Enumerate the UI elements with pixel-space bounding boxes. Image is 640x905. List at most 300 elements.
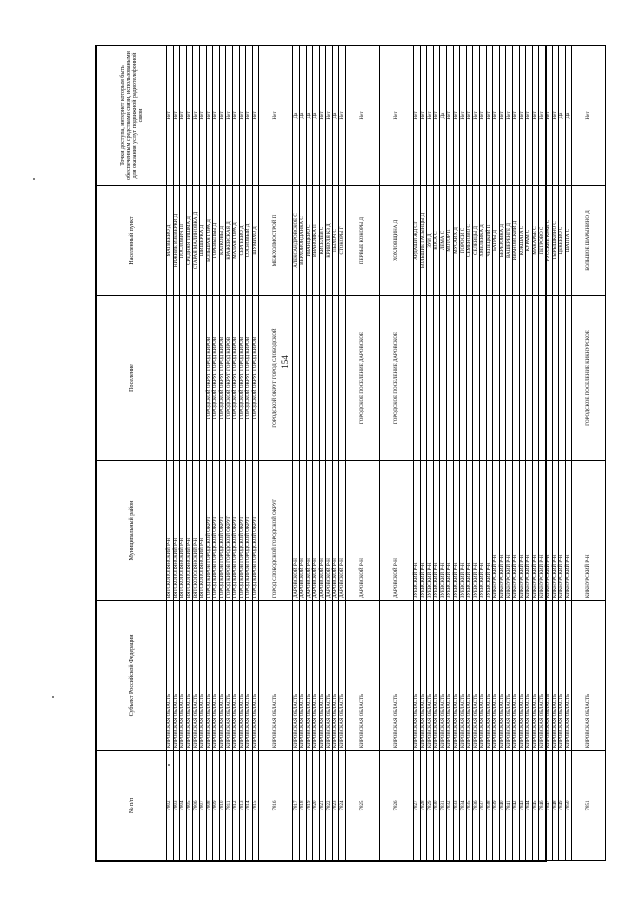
cell-subject: КИРОВСКАЯ ОБЛАСТЬ — [493, 601, 500, 751]
cell-settlement: ГОРОДСКОЕ ПОСЕЛЕНИЕ КИКНУРСКОЕ — [572, 296, 606, 461]
cell-settlement — [499, 296, 506, 461]
cell-settlement — [512, 296, 519, 461]
cell-availability: Нет — [199, 46, 206, 186]
table-row — [539, 46, 546, 861]
cell-num: 7811 — [226, 751, 233, 861]
cell-availability: Нет — [167, 46, 174, 186]
cell-num: 7805 — [186, 751, 193, 861]
cell-district: ГОРОД КИРОВ ГОРОДСКОЙ ОКРУГ — [252, 461, 259, 601]
cell-district: ДАРОВСКОЙ Р-Н — [339, 461, 346, 601]
cell-locality: ПЫХОЧ С — [332, 186, 339, 296]
table-row — [453, 46, 460, 861]
cell-availability: Нет — [173, 46, 180, 186]
cell-locality: МОТОР П — [447, 186, 454, 296]
cell-district: ДАРОВСКОЙ Р-Н — [346, 461, 380, 601]
cell-district: КИКНУРСКИЙ Р-Н — [499, 461, 506, 601]
cell-availability: Нет — [466, 46, 473, 186]
table-row — [512, 46, 519, 861]
cell-settlement — [186, 296, 193, 461]
cell-district: ЗУЕВСКИЙ Р-Н — [453, 461, 460, 601]
table-row — [206, 46, 213, 861]
table-row — [259, 46, 293, 861]
cell-district: ГОРОД СЛОБОДСКОЙ ГОРОДСКОЙ ОКРУГ — [259, 461, 293, 601]
cell-subject: КИРОВСКАЯ ОБЛАСТЬ — [213, 601, 220, 751]
cell-availability: Нет — [427, 46, 434, 186]
cell-num: 7842 — [512, 751, 519, 861]
cell-num: 7827 — [414, 751, 421, 861]
cell-num: 7832 — [447, 751, 454, 861]
cell-district: КИКНУРСКИЙ Р-Н — [539, 461, 546, 601]
cell-locality: ЧЕПЕЦКИЙ П — [486, 186, 493, 296]
cell-num: 7835 — [466, 751, 473, 861]
cell-num: 7846 — [539, 751, 546, 861]
cell-num: 7836 — [473, 751, 480, 861]
table-row — [480, 46, 487, 861]
table-row — [532, 46, 539, 861]
cell-subject: КИРОВСКАЯ ОБЛАСТЬ — [313, 601, 320, 751]
cell-district: ВЯТСКОПОЛЯНСКИЙ Р-Н — [186, 461, 193, 601]
cell-num: 7839 — [493, 751, 500, 861]
cell-locality: ЦЕКЕЕВО С — [559, 186, 566, 296]
cell-num: 7818 — [299, 751, 306, 861]
table-row — [299, 46, 306, 861]
cell-settlement — [519, 296, 526, 461]
cell-availability: Нет — [447, 46, 454, 186]
table-row — [440, 46, 447, 861]
cell-settlement — [180, 296, 187, 461]
cell-subject: КИРОВСКАЯ ОБЛАСТЬ — [193, 601, 200, 751]
table-row — [332, 46, 339, 861]
cell-availability: Нет — [453, 46, 460, 186]
cell-subject: КИРОВСКАЯ ОБЛАСТЬ — [552, 601, 559, 751]
cell-locality: ЗУИ Д — [427, 186, 434, 296]
cell-locality: ПЕРВЫЕ КОКОРЫ Д — [346, 186, 380, 296]
cell-locality: СЕМЕНОВО С — [466, 186, 473, 296]
cell-settlement — [539, 296, 546, 461]
cell-num: 7849 — [559, 751, 566, 861]
cell-settlement — [332, 296, 339, 461]
cell-settlement — [440, 296, 447, 461]
table-row — [559, 46, 566, 861]
cell-settlement — [313, 296, 320, 461]
table-row — [193, 46, 200, 861]
cell-locality: КУРАМ С — [526, 186, 533, 296]
cell-district: КИКНУРСКИЙ Р-Н — [493, 461, 500, 601]
cell-locality: ШУМИХО Д — [252, 186, 259, 296]
cell-num: 7808 — [206, 751, 213, 861]
cell-num: 7834 — [460, 751, 467, 861]
cell-availability: Нет — [219, 46, 226, 186]
cell-settlement — [326, 296, 333, 461]
cell-availability: Нет — [460, 46, 467, 186]
cell-settlement — [559, 296, 566, 461]
cell-availability: Нет — [206, 46, 213, 186]
cell-district: КИКНУРСКИЙ Р-Н — [512, 461, 519, 601]
cell-locality: РУССКИЕ КРАИ С — [545, 186, 552, 296]
table-row — [213, 46, 220, 861]
cell-availability: Нет — [480, 46, 487, 186]
cell-subject: КИРОВСКАЯ ОБЛАСТЬ — [186, 601, 193, 751]
cell-subject: КИРОВСКАЯ ОБЛАСТЬ — [246, 601, 253, 751]
cell-subject: КИРОВСКАЯ ОБЛАСТЬ — [293, 601, 300, 751]
cell-availability: Нет — [193, 46, 200, 186]
cell-locality: ИВАНОВКА П — [313, 186, 320, 296]
cell-subject: КИРОВСКАЯ ОБЛАСТЬ — [306, 601, 313, 751]
scan-speck — [52, 696, 54, 698]
cell-locality: СТОКОРЫ Г — [339, 186, 346, 296]
header-settlement: Поселение — [97, 296, 167, 461]
cell-settlement: ГОРОДСКОЙ ОКРУГ ГОРОД КИРОВ — [206, 296, 213, 461]
cell-settlement — [545, 296, 552, 461]
cell-subject: КИРОВСКАЯ ОБЛАСТЬ — [167, 601, 174, 751]
header-num: № п/п — [97, 751, 167, 861]
cell-locality: ВЕРХОВОНДАНКА С — [299, 186, 306, 296]
cell-num: 7822 — [326, 751, 333, 861]
table-row — [526, 46, 533, 861]
cell-locality: АЛЕКСАНДРОВСКОЕ С — [293, 186, 300, 296]
cell-district: ДАРОВСКОЙ Р-Н — [306, 461, 313, 601]
cell-subject: КИРОВСКАЯ ОБЛАСТЬ — [466, 601, 473, 751]
cell-num: 7850 — [565, 751, 572, 861]
cell-num: 7841 — [506, 751, 513, 861]
table-body — [167, 46, 606, 861]
cell-district: ЗУЕВСКИЙ Р-Н — [486, 461, 493, 601]
cell-availability: Да — [332, 46, 339, 186]
cell-settlement — [427, 296, 434, 461]
cell-district: ВЯТСКОПОЛЯНСКИЙ Р-Н — [167, 461, 174, 601]
cell-num: 7847 — [545, 751, 552, 861]
cell-num: 7830 — [433, 751, 440, 861]
table-row — [186, 46, 193, 861]
cell-district: КИКНУРСКИЙ Р-Н — [526, 461, 533, 601]
table-row — [433, 46, 440, 861]
cell-subject: КИРОВСКАЯ ОБЛАСТЬ — [460, 601, 467, 751]
cell-availability: Нет — [552, 46, 559, 186]
cell-subject: КИРОВСКАЯ ОБЛАСТЬ — [414, 601, 421, 751]
cell-subject: КИРОВСКАЯ ОБЛАСТЬ — [206, 601, 213, 751]
cell-subject: КИРОВСКАЯ ОБЛАСТЬ — [526, 601, 533, 751]
cell-settlement — [532, 296, 539, 461]
cell-availability: Нет — [506, 46, 513, 186]
cell-subject: КИРОВСКАЯ ОБЛАСТЬ — [440, 601, 447, 751]
cell-district: КИКНУРСКИЙ Р-Н — [552, 461, 559, 601]
cell-availability: Нет — [180, 46, 187, 186]
cell-locality: БАТРЫ Д — [493, 186, 500, 296]
cell-num: 7831 — [440, 751, 447, 861]
cell-settlement — [447, 296, 454, 461]
cell-settlement — [319, 296, 326, 461]
cell-settlement — [339, 296, 346, 461]
cell-district: ДАРОВСКОЙ Р-Н — [313, 461, 320, 601]
cell-availability: Нет — [473, 46, 480, 186]
table-row — [552, 46, 559, 861]
cell-num: 7806 — [193, 751, 200, 861]
cell-district: ЗУЕВСКИЙ Р-Н — [480, 461, 487, 601]
cell-num: 7809 — [213, 751, 220, 861]
cell-availability: Нет — [339, 46, 346, 186]
cell-settlement: ГОРОДСКОЙ ОКРУГ ГОРОД КИРОВ — [252, 296, 259, 461]
cell-settlement: ГОРОДСКОЙ ОКРУГ ГОРОД КИРОВ — [226, 296, 233, 461]
cell-settlement — [193, 296, 200, 461]
cell-num: 7812 — [232, 751, 239, 861]
cell-settlement — [460, 296, 467, 461]
cell-locality: СЕЛЕВЦЫ Д — [473, 186, 480, 296]
cell-num: 7804 — [180, 751, 187, 861]
cell-settlement — [466, 296, 473, 461]
cell-num: 7829 — [427, 751, 434, 861]
table-row — [252, 46, 259, 861]
cell-district: ДАРОВСКОЙ Р-Н — [332, 461, 339, 601]
cell-subject: КИРОВСКАЯ ОБЛАСТЬ — [219, 601, 226, 751]
cell-locality: АРДАШИ ЖД СТ — [414, 186, 421, 296]
cell-district: ГОРОД КИРОВ ГОРОДСКОЙ ОКРУГ — [246, 461, 253, 601]
header-district: Муниципальный район — [97, 461, 167, 601]
cell-locality: МЕЖХОЛМОСТРОЙ П — [259, 186, 293, 296]
cell-subject: КИРОВСКАЯ ОБЛАСТЬ — [259, 601, 293, 751]
cell-locality: КИСЕЛЁВ С — [319, 186, 326, 296]
cell-locality: МАТВЕЕВО Д — [167, 186, 174, 296]
table-row — [486, 46, 493, 861]
cell-locality: СРЕДНЯЯ ТИШМА Д — [186, 186, 193, 296]
cell-district: ЗУЕВСКИЙ Р-Н — [440, 461, 447, 601]
table-row — [219, 46, 226, 861]
cell-availability: Нет — [259, 46, 293, 186]
cell-district: ЗУЕВСКИЙ Р-Н — [466, 461, 473, 601]
cell-subject: КИРОВСКАЯ ОБЛАСТЬ — [447, 601, 454, 751]
table-header-row — [97, 46, 167, 861]
cell-num: 7844 — [526, 751, 533, 861]
cell-num: 7837 — [480, 751, 487, 861]
table-row — [167, 46, 174, 861]
cell-availability: Нет — [539, 46, 546, 186]
cell-num: 7816 — [259, 751, 293, 861]
cell-availability: Нет — [486, 46, 493, 186]
cell-locality: ШИШЕРКА Д — [199, 186, 206, 296]
cell-num: 7820 — [313, 751, 320, 861]
cell-locality: БОЛЬШИЕ ГАСЫНЦЫ Д — [420, 186, 427, 296]
cell-num: 7807 — [199, 751, 206, 861]
cell-subject: КИРОВСКАЯ ОБЛАСТЬ — [226, 601, 233, 751]
table-row — [420, 46, 427, 861]
cell-num: 7838 — [486, 751, 493, 861]
cell-subject: КИРОВСКАЯ ОБЛАСТЬ — [346, 601, 380, 751]
cell-availability: Нет — [246, 46, 253, 186]
table-row — [339, 46, 346, 861]
cell-subject: КИРОВСКАЯ ОБЛАСТЬ — [239, 601, 246, 751]
cell-locality: ХОХЛОВЩИНА Д — [380, 186, 414, 296]
cell-availability: Нет — [499, 46, 506, 186]
cell-availability: Нет — [346, 46, 380, 186]
cell-settlement — [299, 296, 306, 461]
cell-locality: ПЕТРОВО С — [539, 186, 546, 296]
cell-district: ЗУЕВСКИЙ Р-Н — [420, 461, 427, 601]
cell-settlement — [506, 296, 513, 461]
cell-district: ГОРОД КИРОВ ГОРОДСКОЙ ОКРУГ — [226, 461, 233, 601]
cell-num: 7848 — [552, 751, 559, 861]
cell-settlement: ГОРОДСКОЙ ОКРУГ ГОРОД КИРОВ — [219, 296, 226, 461]
cell-num: 7851 — [572, 751, 606, 861]
table-row — [427, 46, 434, 861]
table-row — [173, 46, 180, 861]
cell-locality: ИВАНЦЕВО С — [306, 186, 313, 296]
table-row — [565, 46, 572, 861]
cell-availability: Да — [559, 46, 566, 186]
table-row — [414, 46, 421, 861]
cell-locality: КОКШАГА С — [519, 186, 526, 296]
cell-subject: КИРОВСКАЯ ОБЛАСТЬ — [232, 601, 239, 751]
table-row — [226, 46, 233, 861]
cell-availability: Да — [299, 46, 306, 186]
cell-num: 7828 — [420, 751, 427, 861]
cell-district: ДАРОВСКОЙ Р-Н — [380, 461, 414, 601]
cell-locality: ИВАНОВСКИЙ Д — [512, 186, 519, 296]
cell-settlement — [199, 296, 206, 461]
cell-subject: КИРОВСКАЯ ОБЛАСТЬ — [512, 601, 519, 751]
cell-num: 7819 — [306, 751, 313, 861]
cell-availability: Нет — [239, 46, 246, 186]
cell-settlement — [306, 296, 313, 461]
cell-availability: Нет — [319, 46, 326, 186]
cell-num: 7823 — [332, 751, 339, 861]
table-row — [232, 46, 239, 861]
cell-availability: Нет — [213, 46, 220, 186]
cell-locality: ТЫРЫШКИНО С — [552, 186, 559, 296]
cell-district: ГОРОД КИРОВ ГОРОДСКОЙ ОКРУГ — [239, 461, 246, 601]
cell-locality: ГОРЕВЫЛЬЫ Д — [213, 186, 220, 296]
cell-locality: МАЛАЯ ГОРА Д — [232, 186, 239, 296]
cell-settlement — [552, 296, 559, 461]
cell-settlement: ГОРОДСКОЙ ОКРУГ ГОРОД КИРОВ — [246, 296, 253, 461]
cell-availability: Нет — [420, 46, 427, 186]
cell-locality: КРАЖЕВСКАЯ Д — [226, 186, 233, 296]
table-row — [493, 46, 500, 861]
cell-subject: КИРОВСКАЯ ОБЛАСТЬ — [199, 601, 206, 751]
scan-speck — [33, 178, 35, 180]
cell-settlement — [293, 296, 300, 461]
table-row — [460, 46, 467, 861]
cell-district: ЗУЕВСКИЙ Р-Н — [460, 461, 467, 601]
cell-num: 7845 — [532, 751, 539, 861]
header-subject: Субъект Российской Федерации — [97, 601, 167, 751]
rotated-table-container — [96, 46, 592, 861]
cell-num: 7813 — [239, 751, 246, 861]
cell-district: ГОРОД КИРОВ ГОРОДСКОЙ ОКРУГ — [206, 461, 213, 601]
cell-settlement: ГОРОДСКОЕ ПОСЕЛЕНИЕ ДАРОВСКОЕ — [346, 296, 380, 461]
cell-subject: КИРОВСКАЯ ОБЛАСТЬ — [499, 601, 506, 751]
cell-settlement — [414, 296, 421, 461]
cell-subject: КИРОВСКАЯ ОБЛАСТЬ — [252, 601, 259, 751]
table-row — [506, 46, 513, 861]
cell-settlement — [493, 296, 500, 461]
cell-num: 7821 — [319, 751, 326, 861]
cell-subject: КИРОВСКАЯ ОБЛАСТЬ — [519, 601, 526, 751]
cell-district: КИКНУРСКИЙ Р-Н — [506, 461, 513, 601]
cell-settlement — [453, 296, 460, 461]
cell-availability: Нет — [252, 46, 259, 186]
cell-num: 7825 — [346, 751, 380, 861]
page-number: 154 — [280, 355, 290, 369]
table-row — [199, 46, 206, 861]
cell-subject: КИРОВСКАЯ ОБЛАСТЬ — [506, 601, 513, 751]
cell-locality: СЕРГЕЕВО Д — [239, 186, 246, 296]
cell-num: 7802 — [167, 751, 174, 861]
cell-availability: Нет — [526, 46, 533, 186]
table-row — [180, 46, 187, 861]
cell-district: ЗУЕВСКИЙ Р-Н — [414, 461, 421, 601]
cell-locality: СТАРАЯ МАЛИНОВКА Д — [193, 186, 200, 296]
cell-district: ГОРОД КИРОВ ГОРОДСКОЙ ОКРУГ — [232, 461, 239, 601]
cell-availability: Нет — [572, 46, 606, 186]
cell-subject: КИРОВСКАЯ ОБЛАСТЬ — [480, 601, 487, 751]
table-row — [239, 46, 246, 861]
cell-num: 7833 — [453, 751, 460, 861]
cell-district: КИКНУРСКИЙ Р-Н — [565, 461, 572, 601]
table-row — [545, 46, 552, 861]
cell-subject: КИРОВСКАЯ ОБЛАСТЬ — [326, 601, 333, 751]
cell-subject: КИРОВСКАЯ ОБЛАСТЬ — [545, 601, 552, 751]
cell-availability: Да — [440, 46, 447, 186]
cell-district: ДАРОВСКОЙ Р-Н — [326, 461, 333, 601]
cell-availability: Да — [293, 46, 300, 186]
table-row — [499, 46, 506, 861]
cell-subject: КИРОВСКАЯ ОБЛАСТЬ — [420, 601, 427, 751]
cell-num: 7843 — [519, 751, 526, 861]
cell-district: ЗУЕВСКИЙ Р-Н — [427, 461, 434, 601]
cell-settlement — [486, 296, 493, 461]
cell-num: 7840 — [499, 751, 506, 861]
cell-availability: Нет — [414, 46, 421, 186]
document-table-frame — [95, 45, 592, 862]
cell-district: КИКНУРСКИЙ Р-Н — [559, 461, 566, 601]
cell-district: ДАРОВСКОЙ Р-Н — [299, 461, 306, 601]
cell-num: 7803 — [173, 751, 180, 861]
cell-district: ДАРОВСКОЙ Р-Н — [319, 461, 326, 601]
cell-settlement: ГОРОДСКОЕ ПОСЕЛЕНИЕ ДАРОВСКОЕ — [380, 296, 414, 461]
cell-district: ГОРОД КИРОВ ГОРОДСКОЙ ОКРУГ — [213, 461, 220, 601]
table-row — [380, 46, 414, 861]
table-row — [473, 46, 480, 861]
cell-availability: Нет — [380, 46, 414, 186]
cell-subject: КИРОВСКАЯ ОБЛАСТЬ — [486, 601, 493, 751]
cell-subject: КИРОВСКАЯ ОБЛАСТЬ — [332, 601, 339, 751]
cell-num: 7824 — [339, 751, 346, 861]
cell-district: ЗУЕВСКИЙ Р-Н — [447, 461, 454, 601]
cell-settlement — [526, 296, 533, 461]
cell-locality: ЛЕМА С — [440, 186, 447, 296]
cell-locality: НИЖНИЕ ИЗЕВЕРКИ Д — [173, 186, 180, 296]
cell-settlement — [433, 296, 440, 461]
cell-locality: МУСАИХ Д — [453, 186, 460, 296]
table-row — [519, 46, 526, 861]
cell-availability: Нет — [532, 46, 539, 186]
cell-num: 7810 — [219, 751, 226, 861]
settlements-table — [96, 45, 606, 861]
cell-availability: Да — [306, 46, 313, 186]
cell-settlement: ГОРОДСКОЙ ОКРУГ ГОРОД КИРОВ — [232, 296, 239, 461]
cell-subject: КИРОВСКАЯ ОБЛАСТЬ — [565, 601, 572, 751]
table-row — [447, 46, 454, 861]
cell-locality: БОЛЬШОЕ ШАРЫНИНО Д — [572, 186, 606, 296]
cell-district: ГОРОД КИРОВ ГОРОДСКОЙ ОКРУГ — [219, 461, 226, 601]
cell-subject: КИРОВСКАЯ ОБЛАСТЬ — [453, 601, 460, 751]
cell-locality: БЕРЕЗОВКА Д — [499, 186, 506, 296]
cell-subject: КИРОВСКАЯ ОБЛАСТЬ — [572, 601, 606, 751]
cell-district: ВЯТСКОПОЛЯНСКИЙ Р-Н — [193, 461, 200, 601]
cell-locality: КРИВУЛЯ КЗ Д — [326, 186, 333, 296]
cell-availability: Нет — [326, 46, 333, 186]
cell-availability: Нет — [186, 46, 193, 186]
cell-locality: КАТКОВЫ Д — [219, 186, 226, 296]
